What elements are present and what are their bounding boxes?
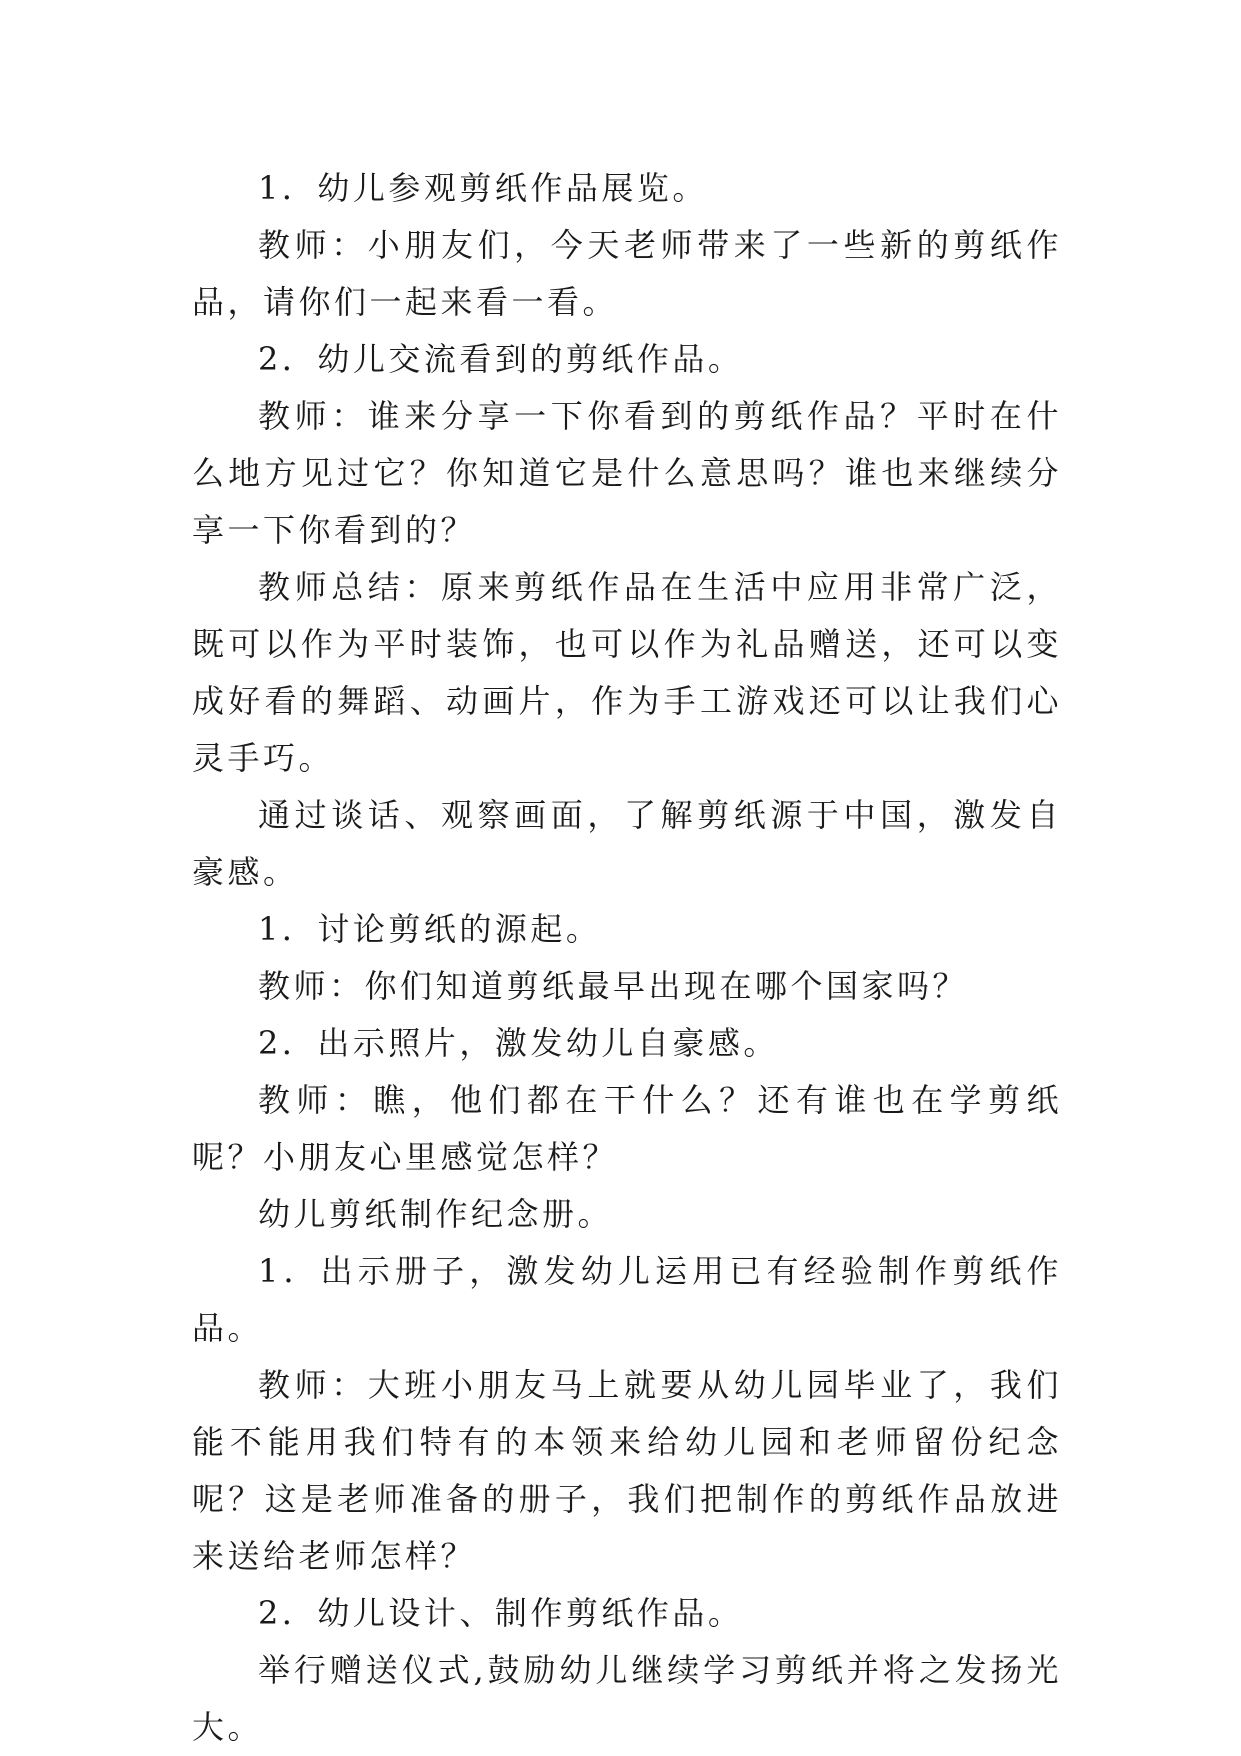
paragraph-14: 2．幼儿设计、制作剪纸作品。 [258,1594,744,1632]
paragraph-11: 幼儿剪纸制作纪念册。 [258,1195,614,1233]
paragraph-8: 教师：你们知道剪纸最早出现在哪个国家吗？ [258,967,969,1005]
paragraph-6: 通过谈话、观察画面，了解剪纸源于中国，激发自豪感。 [192,796,1062,891]
paragraph-1: 1．幼儿参观剪纸作品展览。 [258,169,708,207]
paragraph-7: 1．讨论剪纸的源起。 [258,910,602,948]
paragraph-12: 1．出示册子，激发幼儿运用已有经验制作剪纸作品。 [192,1252,1062,1347]
paragraph-3: 2．幼儿交流看到的剪纸作品。 [258,340,744,378]
paragraph-2: 教师：小朋友们，今天老师带来了一些新的剪纸作品，请你们一起来看一看。 [192,226,1062,321]
paragraph-4: 教师：谁来分享一下你看到的剪纸作品？平时在什么地方见过它？你知道它是什么意思吗？谁也来继续分享一下你看到的？ [192,397,1062,549]
paragraph-5: 教师总结：原来剪纸作品在生活中应用非常广泛，既可以作为平时装饰，也可以作为礼品赠送，还可以变成好看的舞蹈、动画片，作为手工游戏还可以让我们心灵手巧。 [192,568,1062,777]
paragraph-15: 举行赠送仪式,鼓励幼儿继续学习剪纸并将之发扬光大。 [192,1651,1062,1746]
paragraph-9: 2．出示照片，激发幼儿自豪感。 [258,1024,779,1062]
paragraph-13: 教师：大班小朋友马上就要从幼儿园毕业了，我们能不能用我们特有的本领来给幼儿园和老师留份纪念呢？这是老师准备的册子，我们把制作的剪纸作品放进来送给老师怎样？ [192,1366,1062,1575]
document-body [192,160,1062,1756]
paragraph-10: 教师：瞧，他们都在干什么？还有谁也在学剪纸呢？小朋友心里感觉怎样？ [192,1081,1062,1176]
